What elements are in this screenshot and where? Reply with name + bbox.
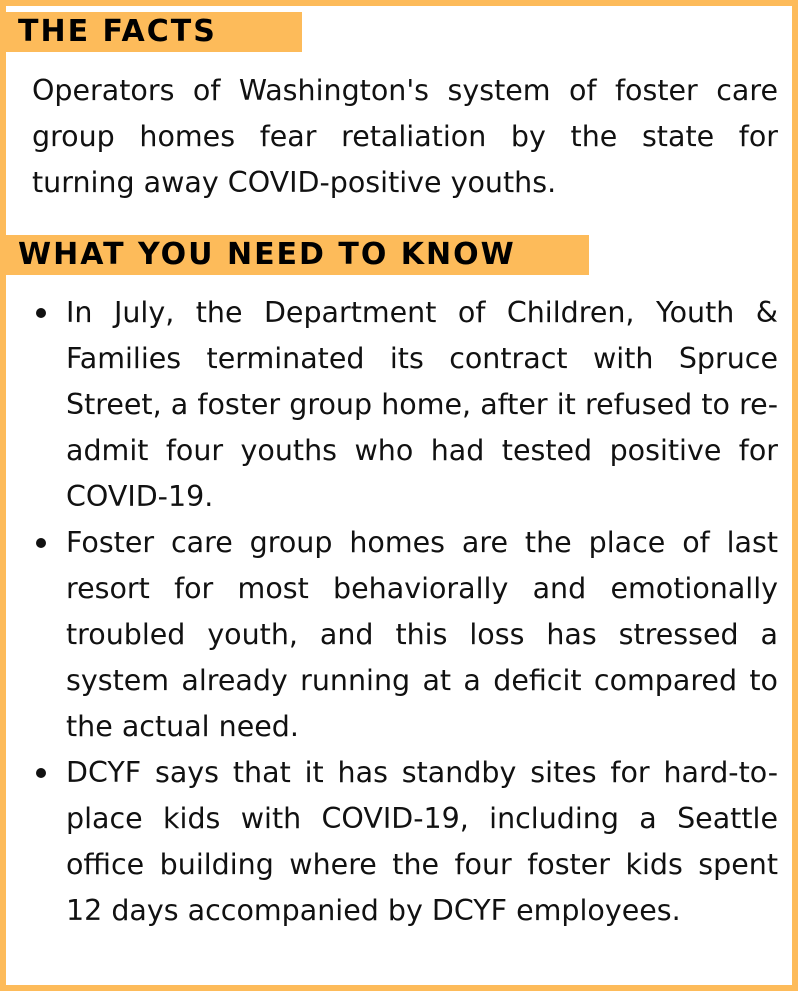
bullet-text: Foster care group homes are the place of last resort for most behaviorally and emotionally troubled youth, and this loss has stressed a system already running at a deficit compared to the actual need. xyxy=(66,526,778,743)
bullet-icon xyxy=(36,538,46,548)
bullet-item xyxy=(32,750,778,934)
bullet-text: DCYF says that it has standby sites for hard-to-place kids with COVID-19, including a Seattle office building where the four foster kids spent 12 days accompanied by DCYF employees. xyxy=(66,756,778,927)
bullet-item xyxy=(32,520,778,750)
know-bullet-list xyxy=(32,290,778,934)
bullet-text: In July, the Department of Children, Youth & Families terminated its contract with Spruce Street, a foster group home, after it refused to re-admit four youths who had tested positive for COVID-19. xyxy=(66,296,778,513)
facts-body: Operators of Washington's system of foster care group homes fear retaliation by the state for turning away COVID-positive youths. xyxy=(32,74,778,199)
facts-heading: THE FACTS xyxy=(6,12,302,52)
bullet-icon xyxy=(36,308,46,318)
know-heading: WHAT YOU NEED TO KNOW xyxy=(6,235,589,275)
bullet-icon xyxy=(36,768,46,778)
bullet-item xyxy=(32,290,778,520)
